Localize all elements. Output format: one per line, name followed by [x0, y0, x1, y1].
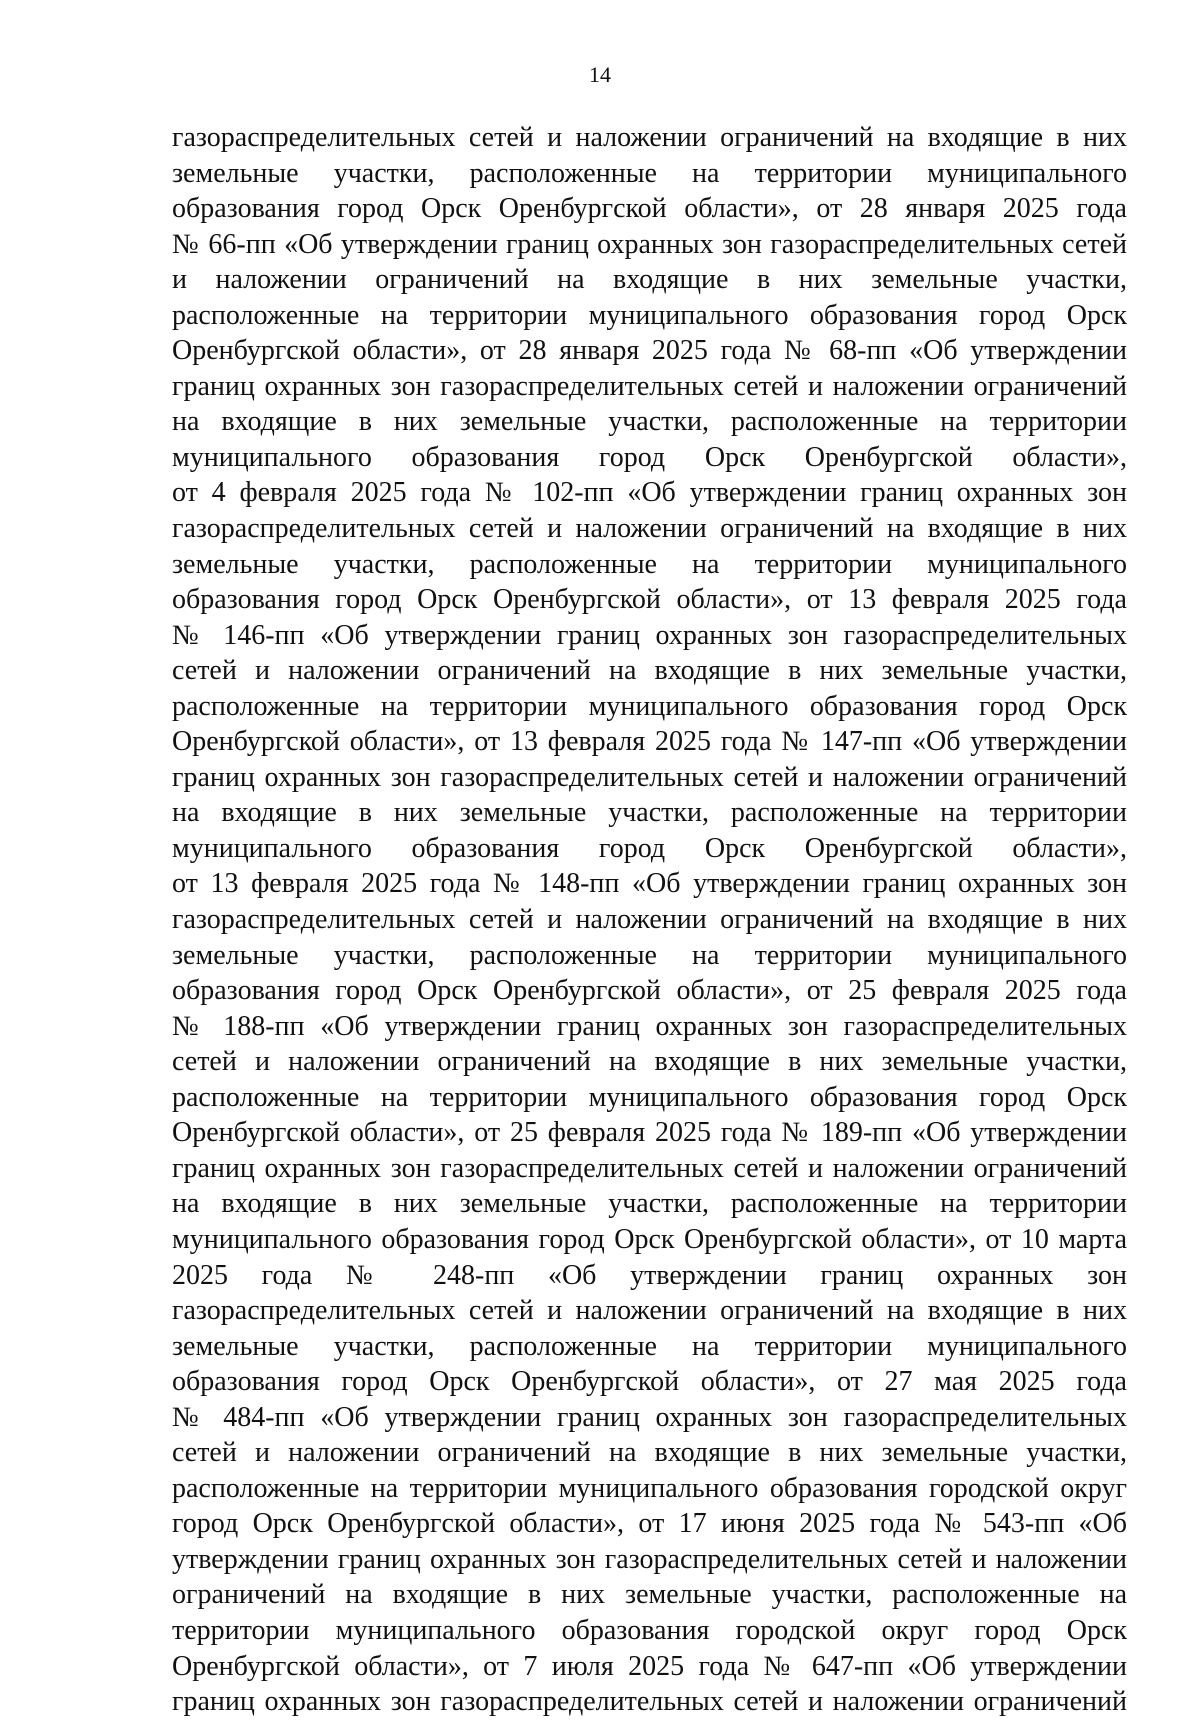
text-line: границ охранных зон газораспределительных сетей и наложении ограничений [172, 761, 1127, 793]
text-line: образования город Орск Оренбургской области», от 27 мая 2025 года [172, 1366, 1127, 1398]
text-line: от 13 февраля 2025 года № 148-пп «Об утверждении границ охранных зон [172, 868, 1127, 900]
text-line: сетей и наложении ограничений на входящие в них земельные участки, [172, 1046, 1127, 1078]
text-line: № 66-пп «Об утверждении границ охранных зон газораспределительных сетей [172, 228, 1127, 260]
text-line: и наложении ограничений на входящие в них земельные участки, [172, 264, 1127, 296]
text-line: № 484-пп «Об утверждении границ охранных зон газораспределительных [172, 1401, 1127, 1433]
text-line: расположенные на территории муниципального образования город Орск [172, 1081, 1127, 1113]
text-line: на входящие в них земельные участки, расположенные на территории [172, 1188, 1127, 1220]
text-line: земельные участки, расположенные на территории муниципального [172, 157, 1127, 189]
text-line: земельные участки, расположенные на территории муниципального [172, 1330, 1127, 1362]
text-line: земельные участки, расположенные на территории муниципального [172, 548, 1127, 580]
text-line: границ охранных зон газораспределительных сетей и наложении ограничений [172, 370, 1127, 402]
text-line: газораспределительных сетей и наложении ограничений на входящие в них [172, 513, 1127, 545]
text-line: земельные участки, расположенные на территории муниципального [172, 939, 1127, 971]
text-line: границ охранных зон газораспределительных сетей и наложении ограничений [172, 1686, 1127, 1718]
text-line: Оренбургской области», от 13 февраля 2025 года № 147-пп «Об утверждении [172, 726, 1127, 758]
text-line: № 188-пп «Об утверждении границ охранных зон газораспределительных [172, 1010, 1127, 1042]
text-line: муниципального образования город Орск Оренбургской области», [172, 441, 1127, 473]
text-line: на входящие в них земельные участки, расположенные на территории [172, 797, 1127, 829]
text-line: образования город Орск Оренбургской области», от 25 февраля 2025 года [172, 975, 1127, 1007]
body-text [172, 120, 1127, 1720]
text-line: Оренбургской области», от 28 января 2025 года № 68-пп «Об утверждении [172, 335, 1127, 367]
text-line: Оренбургской области», от 25 февраля 2025 года № 189-пп «Об утверждении [172, 1117, 1127, 1149]
text-line: от 4 февраля 2025 года № 102-пп «Об утверждении границ охранных зон [172, 477, 1127, 509]
text-line: образования город Орск Оренбургской области», от 28 января 2025 года [172, 193, 1127, 225]
text-line: город Орск Оренбургской области», от 17 июня 2025 года № 543-пп «Об [172, 1508, 1127, 1540]
text-line: утверждении границ охранных зон газораспределительных сетей и наложении [172, 1543, 1127, 1575]
text-line: сетей и наложении ограничений на входящие в них земельные участки, [172, 1437, 1127, 1469]
text-line: границ охранных зон газораспределительных сетей и наложении ограничений [172, 1152, 1127, 1184]
text-line: газораспределительных сетей и наложении ограничений на входящие в них [172, 1295, 1127, 1327]
text-line: Оренбургской области», от 7 июля 2025 года № 647-пп «Об утверждении [172, 1650, 1127, 1682]
text-line: № 146-пп «Об утверждении границ охранных зон газораспределительных [172, 619, 1127, 651]
text-line: территории муниципального образования городской округ город Орск [172, 1614, 1127, 1646]
text-line: газораспределительных сетей и наложении ограничений на входящие в них [172, 122, 1127, 153]
text-line: расположенные на территории муниципального образования город Орск [172, 690, 1127, 722]
text-line: образования город Орск Оренбургской области», от 13 февраля 2025 года [172, 584, 1127, 616]
text-line: муниципального образования город Орск Оренбургской области», [172, 832, 1127, 864]
text-line: расположенные на территории муниципального образования городской округ [172, 1472, 1127, 1504]
text-line: газораспределительных сетей и наложении ограничений на входящие в них [172, 904, 1127, 936]
text-line: ограничений на входящие в них земельные участки, расположенные на [172, 1579, 1127, 1611]
text-line: сетей и наложении ограничений на входящие в них земельные участки, [172, 655, 1127, 687]
page-number: 14 [589, 62, 611, 87]
text-line: расположенные на территории муниципального образования город Орск [172, 299, 1127, 331]
text-line: муниципального образования город Орск Оренбургской области», от 10 марта [172, 1223, 1127, 1255]
text-line: 2025 года № 248-пп «Об утверждении границ охранных зон [172, 1259, 1127, 1291]
text-line: на входящие в них земельные участки, расположенные на территории [172, 406, 1127, 438]
